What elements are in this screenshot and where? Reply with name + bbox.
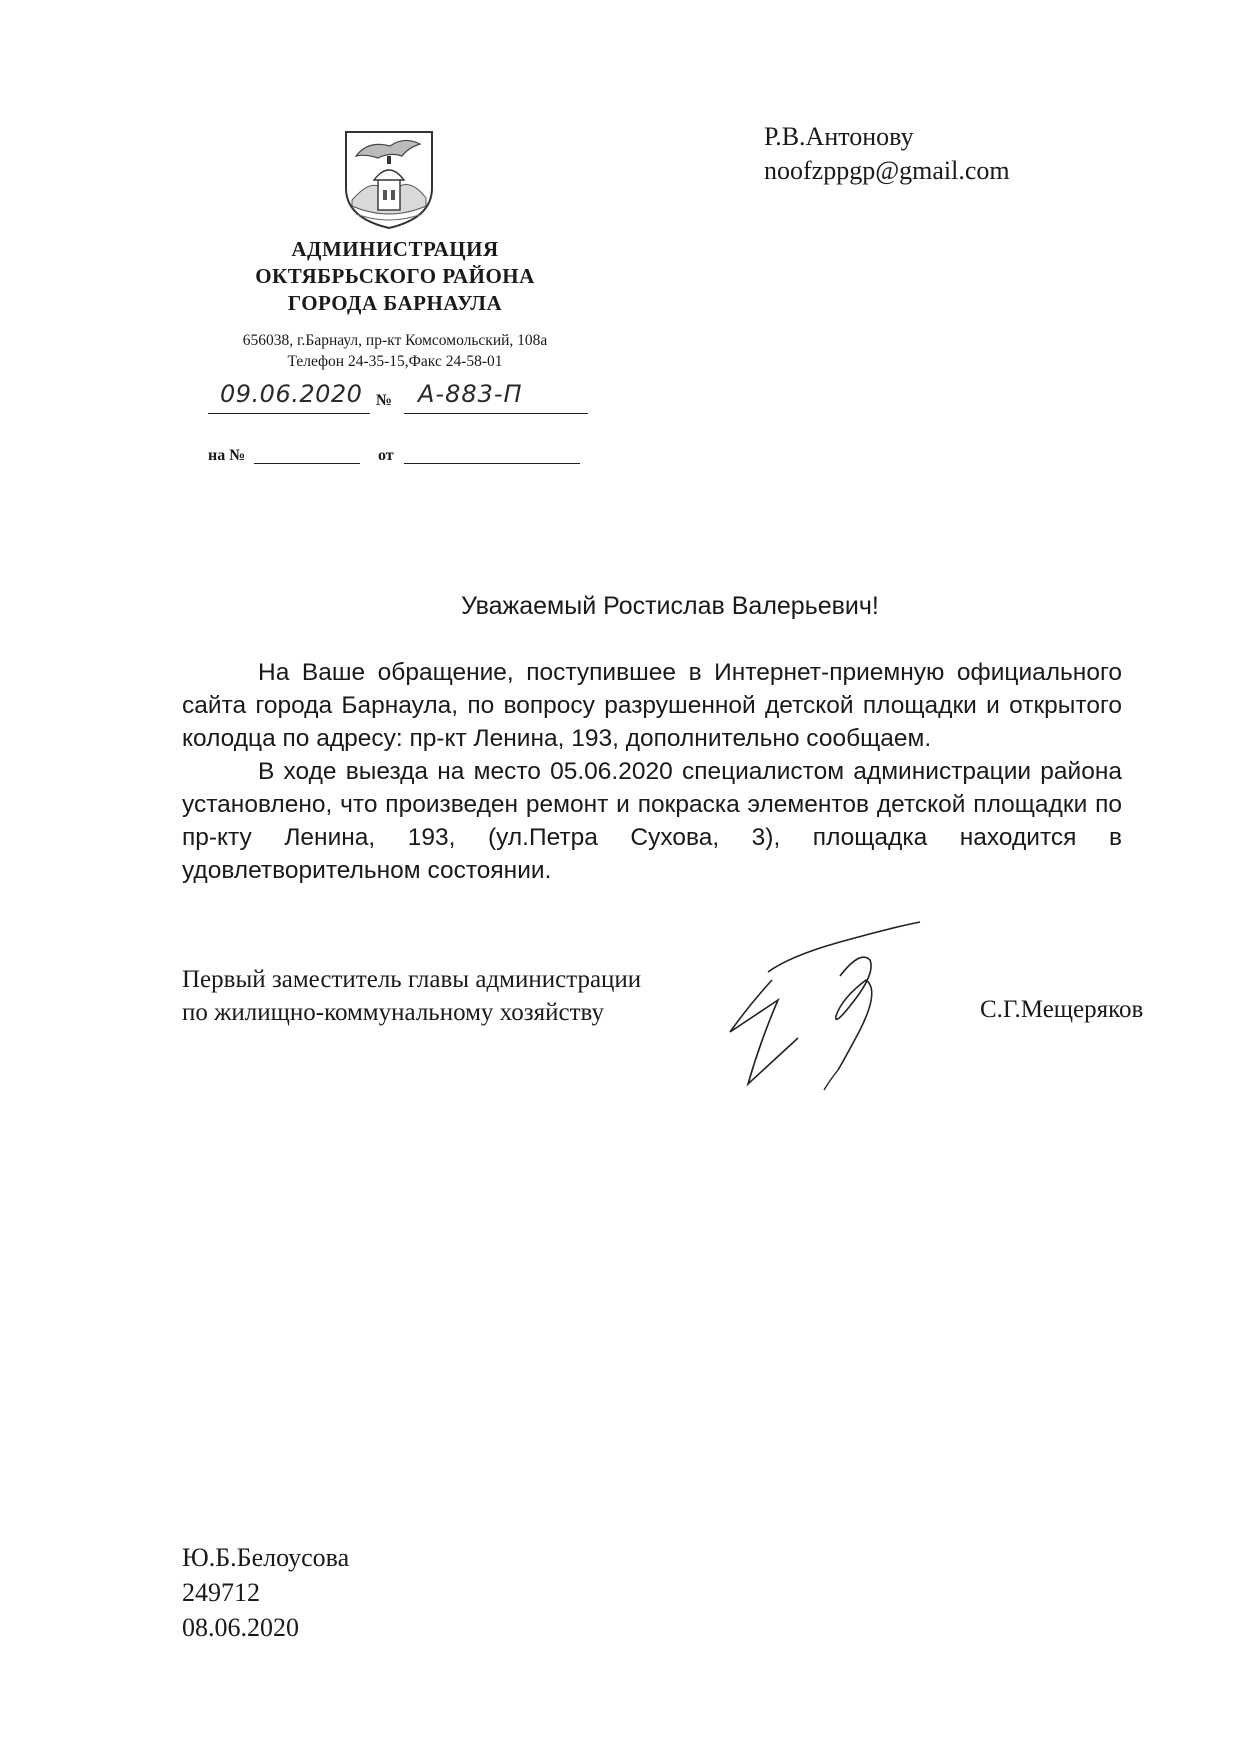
organization-name	[210, 236, 580, 317]
registration-number: А-883-П	[418, 380, 523, 408]
org-phone-fax: Телефон 24-35-15,Факс 24-58-01	[287, 353, 503, 370]
org-name-line3: ГОРОДА БАРНАУЛА	[287, 291, 503, 315]
from-label: от	[378, 447, 394, 464]
executor-date: 08.06.2020	[182, 1613, 299, 1642]
executor-phone: 249712	[182, 1578, 260, 1607]
handwritten-signature	[720, 920, 980, 1100]
number-sign: №	[376, 392, 393, 409]
reply-date-line	[404, 463, 580, 464]
salutation: Уважаемый Ростислав Валерьевич!	[461, 592, 879, 620]
number-underline	[404, 413, 588, 414]
addressee-email: noofzppgp@gmail.com	[764, 156, 1010, 185]
signatory-name: С.Г.Мещеряков	[980, 996, 1144, 1023]
body-paragraph: В ходе выезда на место 05.06.2020 специалистом администрации района установлено, что произведен ремонт и покраска элементов детской площадки по пр-кту Ленина, 193, (ул.Петра Сухова, 3), площадка находится в удовлетворительном состоянии.	[182, 758, 1122, 884]
organization-contacts	[190, 330, 600, 372]
date-underline	[208, 413, 370, 414]
org-name-line1: АДМИНИСТРАЦИЯ	[291, 237, 499, 261]
reply-number-line	[254, 463, 360, 464]
position-line1: Первый заместитель главы администрации	[182, 966, 642, 993]
coat-of-arms-icon	[338, 126, 440, 232]
executor-name: Ю.Б.Белоусова	[182, 1543, 350, 1572]
reply-reference-row	[208, 447, 588, 471]
org-name-line2: ОКТЯБРЬСКОГО РАЙОНА	[255, 264, 535, 288]
executor-block	[182, 1540, 482, 1645]
org-address: 656038, г.Барнаул, пр-кт Комсомольский, 108а	[242, 332, 548, 349]
addressee-name: Р.В.Антонову	[764, 122, 914, 151]
registration-row	[208, 378, 588, 418]
addressee-block	[764, 120, 1144, 188]
position-line2: по жилищно-коммунальному хозяйству	[182, 999, 604, 1026]
reply-to-label: на №	[208, 447, 246, 464]
body-paragraph: На Ваше обращение, поступившее в Интернет-приемную официального сайта города Барнаула, по вопросу разрушенной детской площадки и открытого колодца по адресу: пр-кт Ленина, 193, дополнительно сообщаем.	[182, 659, 1122, 752]
signatory-position	[182, 963, 742, 1029]
letter-body	[182, 656, 1122, 887]
registration-date: 09.06.2020	[220, 380, 363, 408]
